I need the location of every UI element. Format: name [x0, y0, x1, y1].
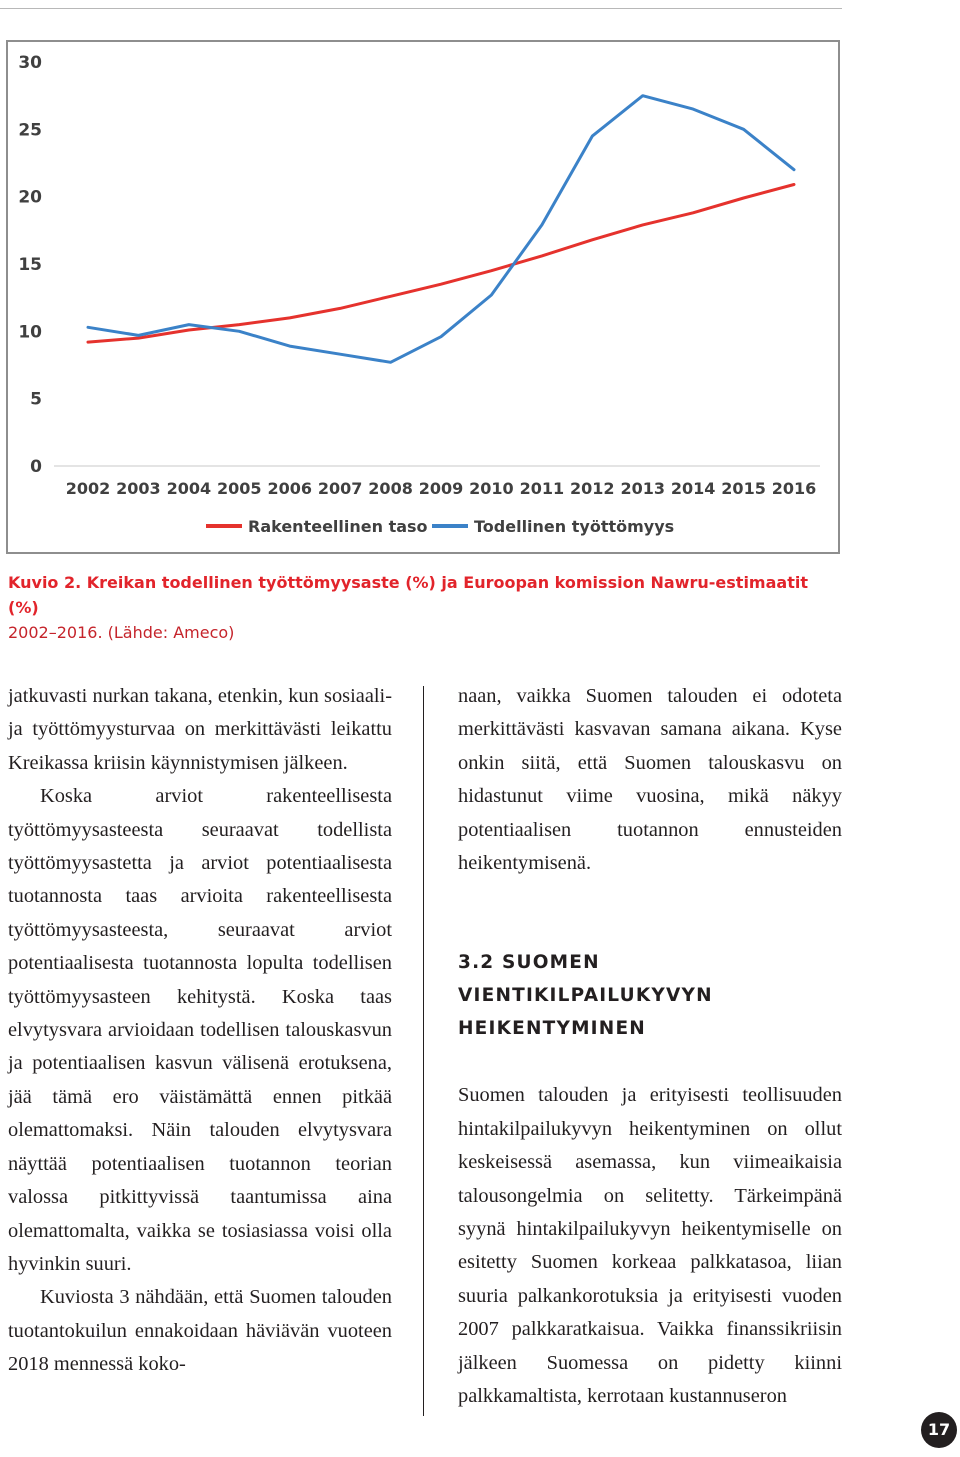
x-tick-label: 2013 [620, 479, 665, 498]
chart-frame [6, 40, 840, 554]
column-divider [423, 686, 424, 1416]
y-tick-label: 0 [30, 457, 42, 477]
x-tick-label: 2009 [418, 479, 464, 498]
left-paragraph-3: Kuviosta 3 nähdään, että Suomen talouden tuotantokuilun ennakoidaan häviävän vuoteen 2018 mennessä koko- [8, 1286, 392, 1376]
x-tick-label: 2008 [368, 479, 413, 498]
page-number-badge: 17 [921, 1412, 957, 1448]
figure-caption [8, 570, 838, 645]
caption-source: 2002–2016. (Lähde: Ameco) [8, 623, 235, 642]
legend-label-0: Rakenteellinen taso [248, 517, 428, 536]
left-paragraph-2: Koska arviot rakenteellisesta työttömyysasteesta seuraavat todellista työttömyysastetta ja arviot potentiaalisesta tuotannosta taas arvioita rakenteellisesta työttömyysasteesta, seuraavat arviot potentiaalisesta tuotannosta lopulta todellisen työttömyysasteen kehitystä. Koska taas elvytysvara arvioidaan todellisen talouskasvun ja potentiaalisen kasvun välisenä erotuksena, jää tämä ero väistämättä ennen pitkää olemattomaksi. Näin talouden elvytysvara näyttää potentiaalisen tuotannon teorian valossa pitkittyvissä taantumissa aina olemattomalta, vaikka se tosiasiassa voisi olla hyvinkin suuri. [8, 785, 392, 1275]
top-rule [0, 8, 842, 9]
caption-label: Kuvio 2. Kreikan todellinen työttömyysaste (%) ja Euroopan komission Nawru-estimaatit (%) [8, 573, 808, 617]
left-column [8, 680, 392, 1382]
x-tick-label: 2012 [570, 479, 615, 498]
y-tick-label: 5 [30, 389, 42, 410]
left-paragraph-1: jatkuvasti nurkan takana, etenkin, kun sosiaali- ja työttömyysturvaa on merkittävästi leikattu Kreikassa kriisin käynnistymisen jälkeen. [8, 685, 392, 774]
x-tick-label: 2006 [267, 479, 312, 498]
series-line-0 [88, 185, 794, 343]
x-tick-label: 2003 [116, 479, 161, 498]
right-paragraph-1: naan, vaikka Suomen talouden ei odoteta merkittävästi kasvavan samana aikana. Kyse onkin siitä, että Suomen talouskasvu on hidastunut viime vuosina, mikä näkyy potentiaalisen tuotannon ennusteiden heikentymisenä. [458, 685, 842, 875]
x-tick-label: 2015 [721, 479, 766, 498]
x-tick-label: 2016 [771, 479, 817, 498]
series-line-1 [88, 96, 794, 363]
x-tick-label: 2004 [166, 479, 212, 498]
y-tick-label: 30 [18, 53, 42, 73]
x-tick-label: 2014 [670, 479, 716, 498]
right-paragraph-2: Suomen talouden ja erityisesti teollisuuden hintakilpailukyvyn heikentyminen on ollut keskeisessä asemassa, kun viimeaikaisia talousongelmia on selitetty. Tärkeimpänä syynä hintakilpailukyvyn heikentymiselle on esitetty Suomen korkeaa palkkatasoa, liian suuria palkankorotuksia ja erityisesti vuoden 2007 palkkaratkaisua. Vaikka finanssikriisin jälkeen Suomessa on pidetty kiinni palkkamaltista, kerrotaan kustannuseron [458, 1084, 842, 1408]
y-tick-label: 20 [18, 187, 42, 208]
x-tick-label: 2005 [217, 479, 262, 498]
y-tick-label: 15 [18, 255, 42, 275]
unemployment-chart [8, 42, 838, 552]
x-tick-label: 2002 [65, 479, 111, 498]
x-tick-label: 2010 [469, 479, 514, 498]
x-tick-label: 2007 [317, 479, 363, 498]
right-column [458, 680, 842, 1414]
y-tick-label: 10 [18, 322, 42, 343]
x-tick-label: 2011 [519, 479, 565, 498]
y-tick-label: 25 [18, 120, 42, 141]
section-heading: 3.2 SUOMEN VIENTIKILPAILUKYVYN HEIKENTYMINEN [458, 952, 713, 1040]
legend-label-1: Todellinen työttömyys [474, 517, 675, 536]
